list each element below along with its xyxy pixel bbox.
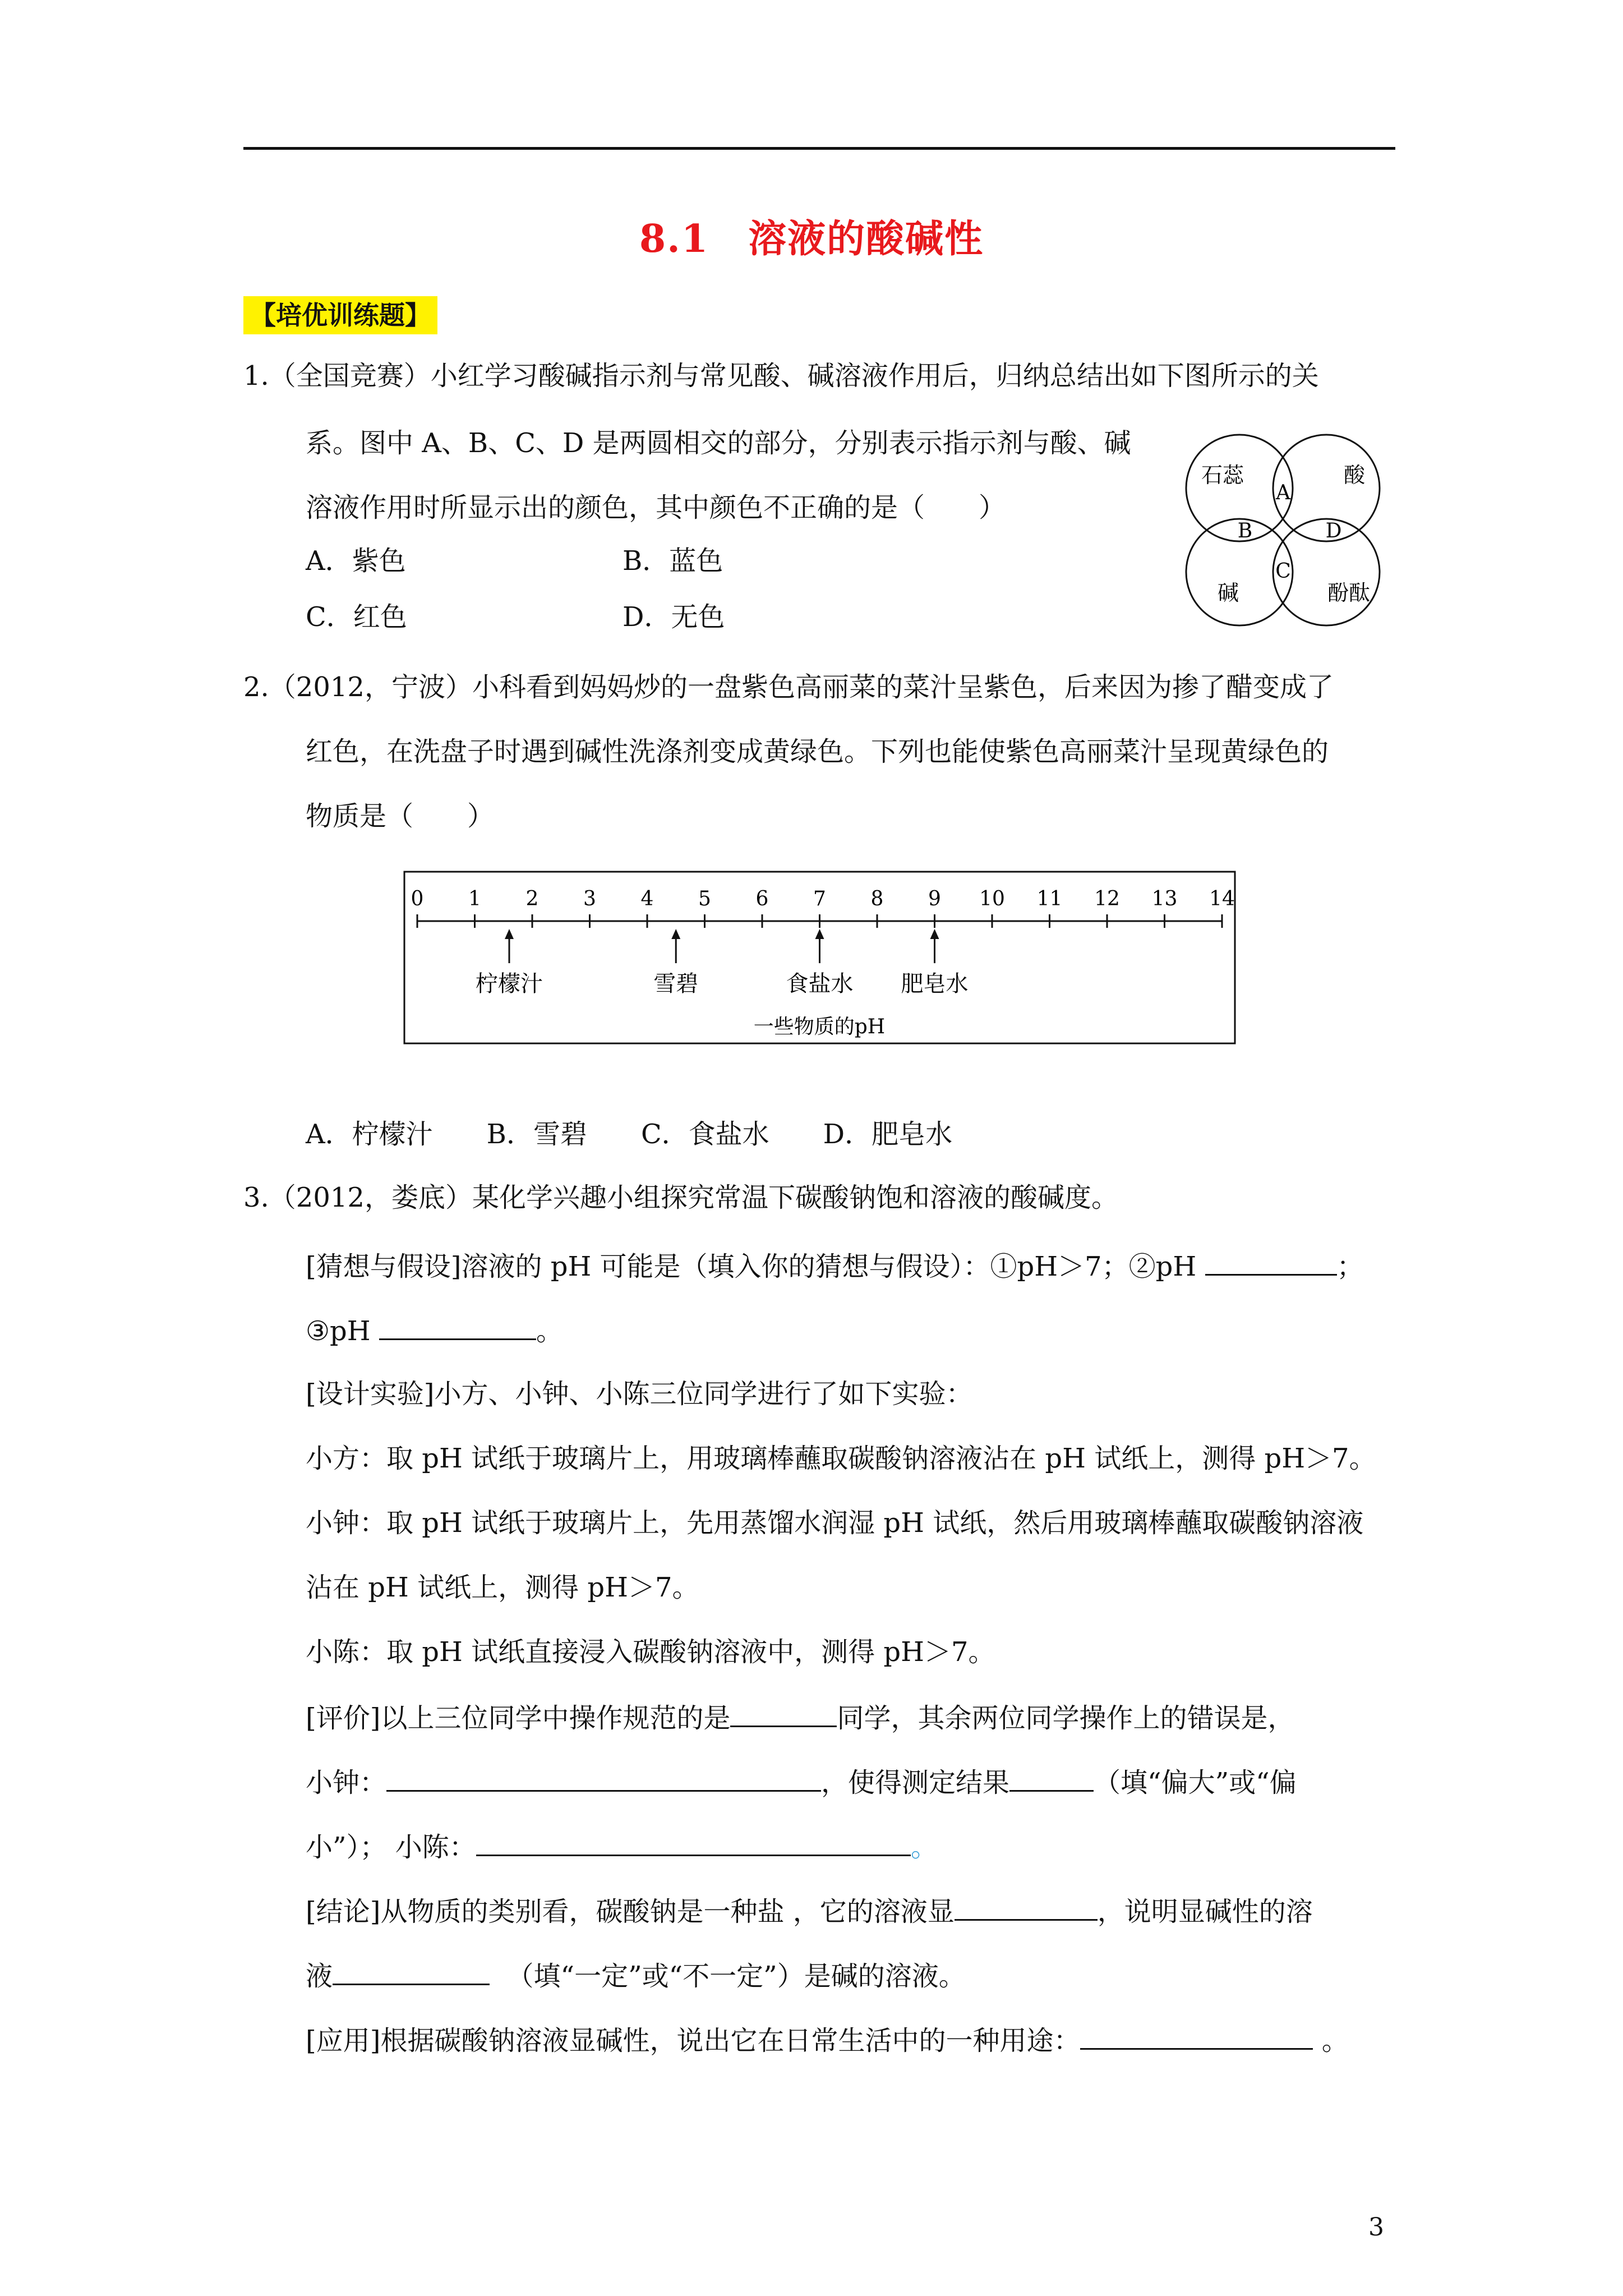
q2-options: A．柠檬汁 B．雪碧 C．食盐水 D．肥皂水 xyxy=(306,1119,953,1150)
q3-chen-error-line xyxy=(306,1829,938,1864)
ph-tick-label: 10 xyxy=(979,887,1005,910)
ph-scale-figure xyxy=(403,871,1236,1045)
ph-tick-label: 13 xyxy=(1151,887,1178,910)
ph-arrow-head xyxy=(671,929,680,939)
q3-guess-d: 。 xyxy=(536,1315,563,1347)
q3-zhong-b: ，使得测定结果 xyxy=(821,1767,1010,1798)
page-number: 3 xyxy=(1368,2213,1384,2242)
blank-eval[interactable] xyxy=(730,1700,837,1727)
q3-guess-line2 xyxy=(306,1313,563,1348)
label-b: B xyxy=(1237,519,1253,542)
blank-chen-error[interactable] xyxy=(476,1829,911,1856)
q3-zhong1: 小钟：取 pH 试纸于玻璃片上，先用蒸馏水润湿 pH 试纸，然后用玻璃棒蘸取碳酸钠溶液 xyxy=(306,1507,1364,1539)
q3-concl-d: （填“一定”或“不一定”）是碱的溶液。 xyxy=(506,1961,966,1992)
q3-design: [设计实验]小方、小钟、小陈三位同学进行了如下实验： xyxy=(306,1378,973,1410)
q3-eval-b: 同学，其余两位同学操作上的错误是， xyxy=(837,1703,1295,1734)
ph-tick-label: 9 xyxy=(928,887,941,910)
ph-tick-label: 12 xyxy=(1094,887,1120,910)
label-jian: 碱 xyxy=(1217,581,1239,605)
ph-tick-label: 0 xyxy=(411,887,424,910)
q2-line1: 2.（2012，宁波）小科看到妈妈炒的一盘紫色高丽菜的菜汁呈紫色，后来因为掺了醋变成了 xyxy=(243,671,1334,703)
blank-zhong-error[interactable] xyxy=(386,1764,821,1792)
q3-concl-a: [结论]从物质的类别看，碳酸钠是一种盐 ，它的溶液显 xyxy=(306,1896,955,1927)
q1-option-c: C．红色 xyxy=(306,601,407,633)
label-fentai: 酚酞 xyxy=(1327,581,1371,605)
ph-tick-label: 5 xyxy=(698,887,711,910)
ph-tick-label: 1 xyxy=(468,887,481,910)
q3-guess-b: ； xyxy=(1336,1251,1364,1282)
ph-caption: 一些物质的pH xyxy=(753,1015,886,1038)
label-d: D xyxy=(1325,519,1342,542)
ph-arrow-head xyxy=(930,929,939,939)
q3-application-line xyxy=(306,2022,1349,2058)
label-c: C xyxy=(1275,560,1291,583)
q3-concl-c: 液 xyxy=(306,1961,333,1992)
venn-diagram xyxy=(1178,426,1413,634)
q3-zhong-error-line xyxy=(306,1764,1297,1800)
q3-chen: 小陈：取 pH 试纸直接浸入碳酸钠溶液中，测得 pH＞7。 xyxy=(306,1636,995,1668)
label-a: A xyxy=(1276,481,1290,504)
q1-option-d: D．无色 xyxy=(623,601,725,633)
blank-conclusion-2[interactable] xyxy=(333,1958,490,1985)
title-text: 溶液的酸碱性 xyxy=(748,217,984,261)
q3-zhong2: 沾在 pH 试纸上，测得 pH＞7。 xyxy=(306,1572,699,1603)
q3-line1: 3.（2012，娄底）某化学兴趣小组探究常温下碳酸钠饱和溶液的酸碱度。 xyxy=(243,1182,1118,1213)
q1-line1: 1.（全国竞赛）小红学习酸碱指示剂与常见酸、碱溶液作用后，归纳总结出如下图所示的关 xyxy=(243,360,1319,392)
q3-conclusion-line xyxy=(306,1893,1313,1929)
ph-tick-label: 11 xyxy=(1036,887,1063,910)
ph-item-label: 柠檬汁 xyxy=(476,971,543,997)
q3-fang: 小方：取 pH 试纸于玻璃片上，用玻璃棒蘸取碳酸钠溶液沾在 pH 试纸上，测得 pH＞7。 xyxy=(306,1443,1376,1474)
q3-app-b: 。 xyxy=(1321,2025,1349,2056)
blank-guess-2[interactable] xyxy=(1205,1248,1337,1276)
ph-tick-label: 3 xyxy=(583,887,596,910)
q3-concl-b: ，说明显碱性的溶 xyxy=(1097,1896,1313,1927)
q3-eval-a: [评价]以上三位同学中操作规范的是 xyxy=(306,1703,731,1734)
blank-conclusion-1[interactable] xyxy=(955,1893,1098,1921)
q1-line2: 系。图中 A、B、C、D 是两圆相交的部分，分别表示指示剂与酸、碱 xyxy=(306,427,1131,459)
ph-arrow-head xyxy=(815,929,824,939)
q3-eval-line xyxy=(306,1700,1294,1735)
section-tag: 【培优训练题】 xyxy=(243,296,437,334)
ph-tick-label: 8 xyxy=(870,887,884,910)
ph-item-label: 雪碧 xyxy=(653,971,699,997)
q1-option-a: A．紫色 xyxy=(306,545,406,577)
q3-guess-line xyxy=(306,1248,1364,1283)
q3-app-a: [应用]根据碳酸钠溶液显碱性，说出它在日常生活中的一种用途： xyxy=(306,2025,1081,2056)
q3-conclusion-line2 xyxy=(306,1958,966,1993)
ph-tick-label: 2 xyxy=(525,887,539,910)
label-shirui: 石蕊 xyxy=(1201,463,1244,487)
q3-chen-b: 。 xyxy=(910,1832,938,1863)
q3-chen-a: 小”）； 小陈： xyxy=(306,1832,476,1863)
q1-line3: 溶液作用时所显示出的颜色，其中颜色不正确的是（ ） xyxy=(306,492,1006,523)
label-suan: 酸 xyxy=(1343,463,1366,487)
q2-line2: 红色，在洗盘子时遇到碱性洗涤剂变成黄绿色。下列也能使紫色高丽菜汁呈现黄绿色的 xyxy=(306,736,1329,767)
blank-guess-3[interactable] xyxy=(379,1313,536,1340)
ph-tick-label: 4 xyxy=(640,887,654,910)
q3-zhong-c: （填“偏大”或“偏 xyxy=(1094,1767,1297,1798)
ph-tick-label: 14 xyxy=(1209,887,1235,910)
q1-option-b: B．蓝色 xyxy=(623,545,723,577)
ph-arrow-head xyxy=(505,929,514,939)
q3-zhong-a: 小钟： xyxy=(306,1767,387,1798)
ph-item-label: 肥皂水 xyxy=(901,971,969,997)
ph-tick-label: 6 xyxy=(755,887,769,910)
ph-tick-label: 7 xyxy=(813,887,826,910)
page-title xyxy=(0,209,1623,263)
ph-item-label: 食盐水 xyxy=(786,971,854,997)
q2-line3: 物质是（ ） xyxy=(306,800,495,832)
title-number: 8.1 xyxy=(639,217,709,261)
q3-guess-c: ③pH xyxy=(306,1315,379,1347)
blank-application[interactable] xyxy=(1080,2022,1313,2050)
q3-guess-a: [猜想与假设]溶液的 pH 可能是（填入你的猜想与假设）：①pH＞7；②pH xyxy=(306,1251,1205,1282)
blank-zhong-result[interactable] xyxy=(1009,1764,1094,1792)
header-rule xyxy=(243,147,1395,150)
